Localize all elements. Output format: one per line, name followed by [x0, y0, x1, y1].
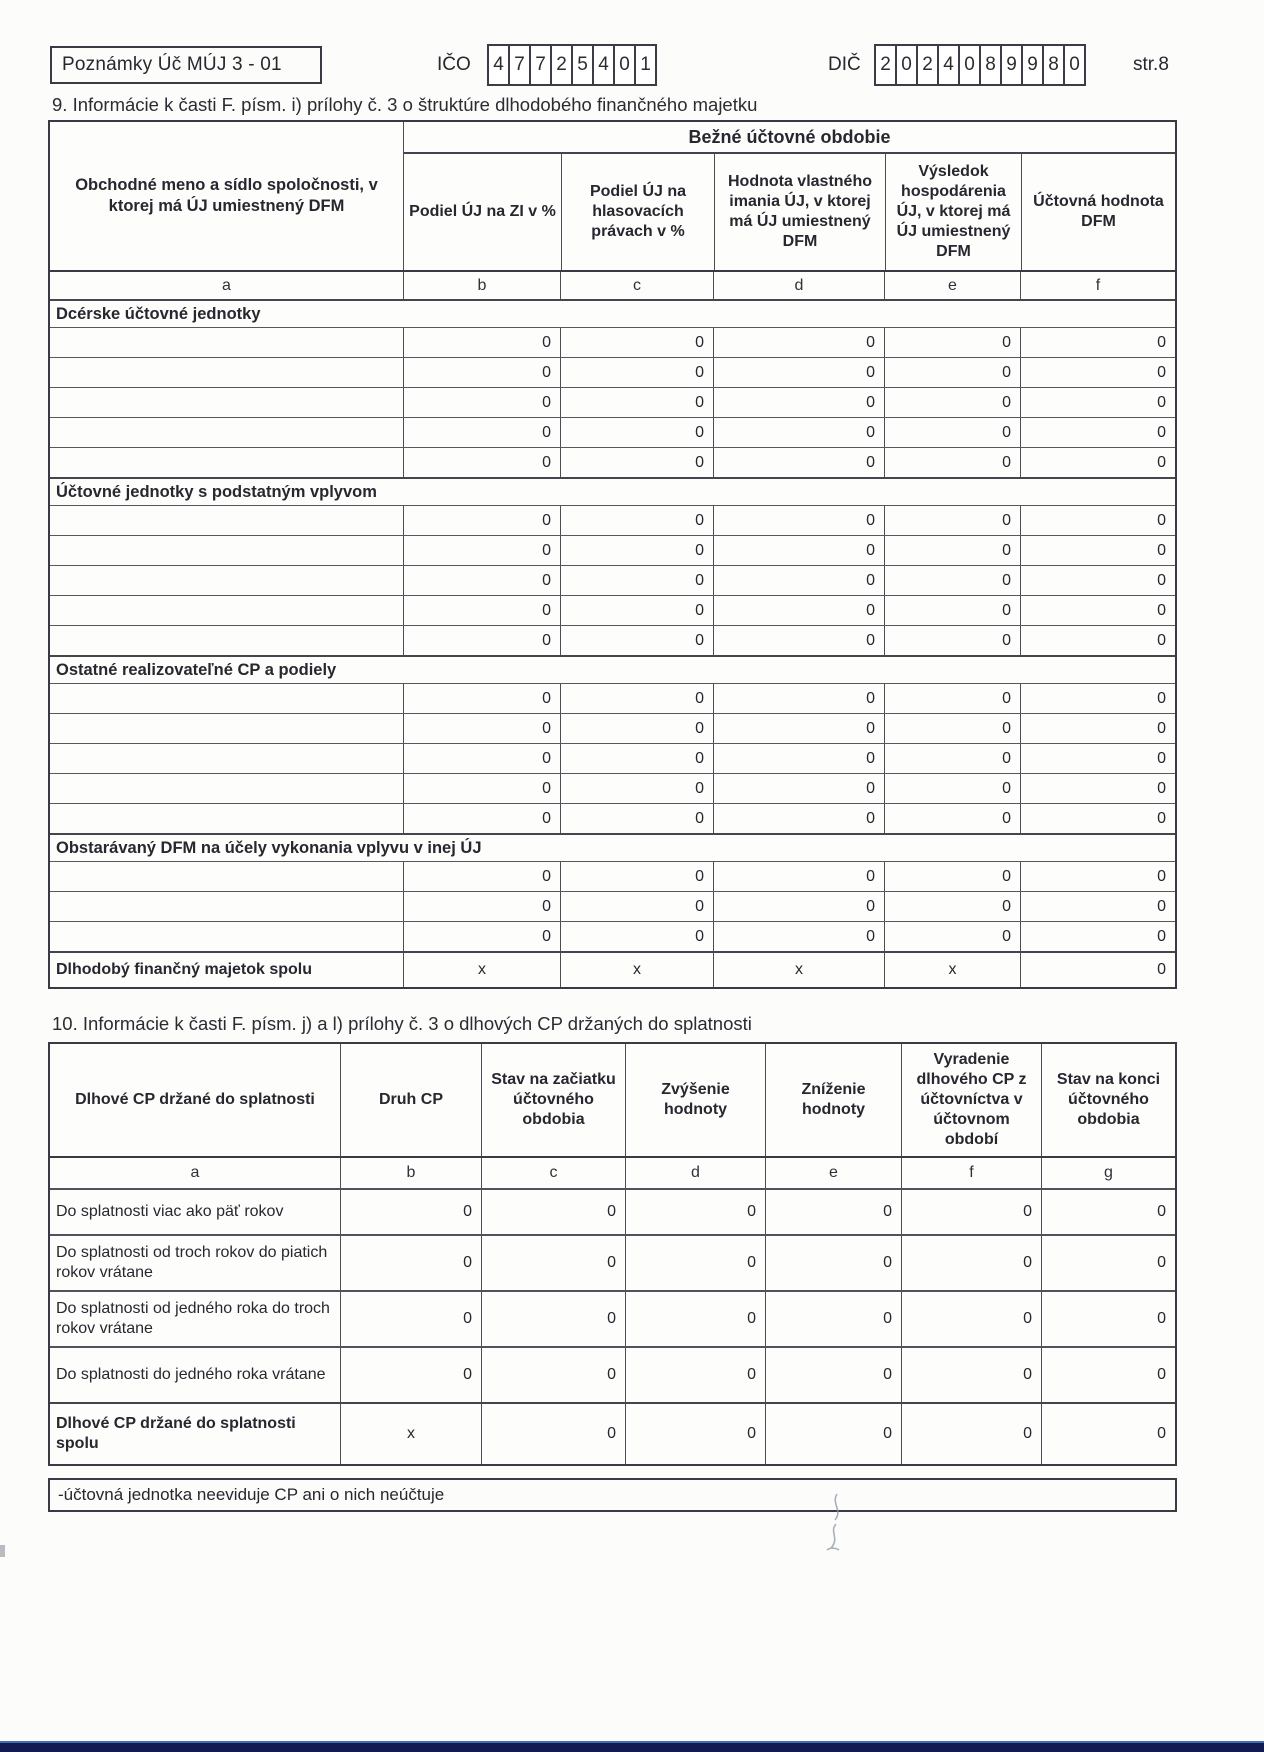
- company-name-cell: [50, 358, 403, 387]
- total-value-cell: x: [340, 1404, 481, 1464]
- company-name-cell: [50, 328, 403, 357]
- form-code-box: [50, 46, 322, 84]
- t10-col-header: Vyradenie dlhového CP z účtovníctva v účtovnom období: [901, 1044, 1041, 1156]
- value-cell: 0: [884, 892, 1020, 921]
- value-cell: 0: [765, 1190, 901, 1234]
- t9-section-row: [50, 655, 1175, 683]
- value-cell: 0: [713, 862, 884, 891]
- value-cell: 0: [1020, 596, 1175, 625]
- value-cell: 0: [403, 328, 560, 357]
- t10-letters-row: [50, 1158, 1175, 1188]
- value-cell: 0: [481, 1190, 625, 1234]
- value-cell: 0: [560, 418, 713, 447]
- row-label-cell: Do splatnosti viac ako päť rokov: [56, 1203, 284, 1220]
- value-cell: 0: [403, 566, 560, 595]
- value-cell: 0: [713, 714, 884, 743]
- value-cell: 0: [884, 596, 1020, 625]
- t9-section-row: [50, 299, 1175, 327]
- t9-data-row: [50, 683, 1175, 713]
- value-cell: 0: [1020, 862, 1175, 891]
- letter-cell: e: [765, 1158, 901, 1188]
- t9-data-row: [50, 417, 1175, 447]
- value-cell: 0: [901, 1236, 1041, 1290]
- letter-cell: e: [884, 272, 1020, 299]
- ico-digit-cell: 7: [508, 44, 531, 86]
- value-cell: 0: [884, 418, 1020, 447]
- value-cell: 0: [1041, 1348, 1175, 1402]
- value-cell: 0: [884, 328, 1020, 357]
- t9-letters-row: [50, 272, 1175, 299]
- value-cell: 0: [560, 506, 713, 535]
- dic-digit-cell: 9: [1000, 44, 1023, 86]
- total-value-cell: x: [403, 953, 560, 987]
- t9-col-header: Výsledok hospodárenia ÚJ, v ktorej má ÚJ umiestnený DFM: [885, 154, 1021, 270]
- ico-digit-boxes: [487, 44, 657, 86]
- t10-total-row: [50, 1402, 1175, 1464]
- ico-digit-cell: 7: [529, 44, 552, 86]
- dic-digit-cell: 0: [895, 44, 918, 86]
- value-cell: 0: [560, 922, 713, 951]
- letter-cell: b: [340, 1158, 481, 1188]
- t10-col-header: Dlhové CP držané do splatnosti: [75, 1091, 315, 1108]
- t9-data-row: [50, 773, 1175, 803]
- company-name-cell: [50, 566, 403, 595]
- t9-section-row: [50, 477, 1175, 505]
- value-cell: 0: [403, 714, 560, 743]
- total-value-cell: 0: [901, 1404, 1041, 1464]
- t10-data-row: [50, 1188, 1175, 1234]
- value-cell: 0: [481, 1348, 625, 1402]
- value-cell: 0: [884, 684, 1020, 713]
- value-cell: 0: [403, 774, 560, 803]
- value-cell: 0: [713, 922, 884, 951]
- t9-header-right: [403, 122, 1175, 270]
- value-cell: 0: [1020, 448, 1175, 477]
- total-value-cell: 0: [1041, 1404, 1175, 1464]
- scan-edge-line: [0, 1741, 1264, 1752]
- ico-digit-cell: 5: [571, 44, 594, 86]
- value-cell: 0: [560, 358, 713, 387]
- total-value-cell: 0: [765, 1404, 901, 1464]
- ico-digit-cell: 2: [550, 44, 573, 86]
- section10-title: 10. Informácie k časti F. písm. j) a l) prílohy č. 3 o dlhových CP držaných do splatnosti: [52, 1013, 752, 1034]
- t9-body: [50, 299, 1175, 987]
- value-cell: 0: [403, 744, 560, 773]
- t9-subcol-headers: [404, 154, 1175, 270]
- value-cell: 0: [1020, 744, 1175, 773]
- value-cell: 0: [765, 1348, 901, 1402]
- t10-col-header: Stav na začiatku účtovného obdobia: [481, 1044, 625, 1156]
- value-cell: 0: [1020, 388, 1175, 417]
- value-cell: 0: [625, 1236, 765, 1290]
- value-cell: 0: [340, 1236, 481, 1290]
- value-cell: 0: [1020, 922, 1175, 951]
- dic-digit-cell: 2: [874, 44, 897, 86]
- letter-cell: b: [403, 272, 560, 299]
- value-cell: 0: [403, 536, 560, 565]
- value-cell: 0: [403, 506, 560, 535]
- section-label: Obstarávaný DFM na účely vykonania vplyvu v inej ÚJ: [56, 838, 482, 857]
- dic-digit-cell: 0: [958, 44, 981, 86]
- letter-cell: d: [625, 1158, 765, 1188]
- value-cell: 0: [403, 596, 560, 625]
- total-value-cell: 0: [625, 1404, 765, 1464]
- footer-note-box: [48, 1478, 1177, 1512]
- value-cell: 0: [765, 1292, 901, 1346]
- ico-digit-cell: 0: [613, 44, 636, 86]
- value-cell: 0: [713, 626, 884, 655]
- value-cell: 0: [884, 626, 1020, 655]
- value-cell: 0: [403, 418, 560, 447]
- row-label-cell: Do splatnosti od troch rokov do piatich rokov vrátane: [56, 1244, 328, 1281]
- value-cell: 0: [1020, 774, 1175, 803]
- value-cell: 0: [625, 1348, 765, 1402]
- value-cell: 0: [713, 506, 884, 535]
- value-cell: 0: [560, 892, 713, 921]
- letter-cell: c: [560, 272, 713, 299]
- value-cell: 0: [560, 862, 713, 891]
- value-cell: 0: [403, 448, 560, 477]
- section9-title: 9. Informácie k časti F. písm. i) prílohy č. 3 o štruktúre dlhodobého finančného majetku: [52, 94, 758, 115]
- t10-data-row: [50, 1290, 1175, 1346]
- value-cell: 0: [340, 1190, 481, 1234]
- value-cell: 0: [713, 744, 884, 773]
- t9-total-row: [50, 951, 1175, 987]
- value-cell: 0: [403, 626, 560, 655]
- dic-digit-cell: 4: [937, 44, 960, 86]
- t9-data-row: [50, 595, 1175, 625]
- t9-company-col-header: Obchodné meno a sídlo spoločnosti, v ktorej má ÚJ umiestnený DFM: [75, 175, 378, 215]
- value-cell: 0: [765, 1236, 901, 1290]
- ico-digit-cell: 4: [592, 44, 615, 86]
- company-name-cell: [50, 804, 403, 833]
- value-cell: 0: [884, 506, 1020, 535]
- dic-digit-cell: 9: [1021, 44, 1044, 86]
- value-cell: 0: [403, 804, 560, 833]
- t9-col-header: Hodnota vlastného imania ÚJ, v ktorej má ÚJ umiestnený DFM: [714, 154, 885, 270]
- dic-digit-cell: 0: [1063, 44, 1086, 86]
- value-cell: 0: [403, 684, 560, 713]
- value-cell: 0: [1020, 566, 1175, 595]
- value-cell: 0: [560, 626, 713, 655]
- form-code-text: Poznámky Úč MÚJ 3 - 01: [62, 54, 282, 75]
- letter-cell: a: [190, 1164, 200, 1181]
- value-cell: 0: [560, 774, 713, 803]
- dic-label: DIČ: [828, 54, 861, 75]
- value-cell: 0: [713, 448, 884, 477]
- value-cell: 0: [560, 804, 713, 833]
- value-cell: 0: [1020, 626, 1175, 655]
- total-value-cell: x: [713, 953, 884, 987]
- page-number: str.8: [1133, 54, 1169, 75]
- total-value-cell: 0: [1020, 953, 1175, 987]
- value-cell: 0: [884, 388, 1020, 417]
- value-cell: 0: [884, 744, 1020, 773]
- value-cell: 0: [884, 358, 1020, 387]
- company-name-cell: [50, 506, 403, 535]
- value-cell: 0: [884, 536, 1020, 565]
- t9-col-header: Podiel ÚJ na hlasovacích právach v %: [561, 154, 714, 270]
- dic-digit-cell: 8: [1042, 44, 1065, 86]
- value-cell: 0: [884, 714, 1020, 743]
- t9-col-header: Účtovná hodnota DFM: [1021, 154, 1175, 270]
- value-cell: 0: [560, 448, 713, 477]
- value-cell: 0: [560, 536, 713, 565]
- t9-data-row: [50, 743, 1175, 773]
- value-cell: 0: [713, 418, 884, 447]
- value-cell: 0: [713, 328, 884, 357]
- value-cell: 0: [1020, 684, 1175, 713]
- ico-digit-cell: 4: [487, 44, 510, 86]
- table10-debt-securities: [48, 1042, 1177, 1466]
- value-cell: 0: [625, 1190, 765, 1234]
- value-cell: 0: [403, 892, 560, 921]
- value-cell: 0: [713, 536, 884, 565]
- value-cell: 0: [1020, 536, 1175, 565]
- value-cell: 0: [713, 358, 884, 387]
- t9-data-row: [50, 505, 1175, 535]
- company-name-cell: [50, 774, 403, 803]
- company-name-cell: [50, 388, 403, 417]
- value-cell: 0: [901, 1190, 1041, 1234]
- value-cell: 0: [884, 804, 1020, 833]
- letter-cell: a: [222, 276, 231, 294]
- t9-data-row: [50, 327, 1175, 357]
- t9-data-row: [50, 535, 1175, 565]
- value-cell: 0: [884, 566, 1020, 595]
- value-cell: 0: [1020, 714, 1175, 743]
- letter-cell: f: [1020, 272, 1175, 299]
- company-name-cell: [50, 744, 403, 773]
- t10-col-header: Druh CP: [340, 1044, 481, 1156]
- t9-data-row: [50, 891, 1175, 921]
- value-cell: 0: [560, 596, 713, 625]
- value-cell: 0: [403, 922, 560, 951]
- value-cell: 0: [713, 774, 884, 803]
- value-cell: 0: [403, 388, 560, 417]
- value-cell: 0: [560, 744, 713, 773]
- row-label-cell: Do splatnosti do jedného roka vrátane: [56, 1366, 326, 1383]
- value-cell: 0: [560, 714, 713, 743]
- value-cell: 0: [481, 1236, 625, 1290]
- value-cell: 0: [560, 328, 713, 357]
- value-cell: 0: [884, 448, 1020, 477]
- t9-data-row: [50, 357, 1175, 387]
- letter-cell: c: [481, 1158, 625, 1188]
- t10-header: [50, 1044, 1175, 1158]
- company-name-cell: [50, 922, 403, 951]
- row-label-cell: Do splatnosti od jedného roka do troch rokov vrátane: [56, 1300, 330, 1337]
- value-cell: 0: [713, 684, 884, 713]
- value-cell: 0: [481, 1292, 625, 1346]
- table9-dfm-structure: [48, 120, 1177, 989]
- t9-period-header: Bežné účtovné obdobie: [404, 122, 1175, 154]
- t9-header: [50, 122, 1175, 272]
- company-name-cell: [50, 892, 403, 921]
- company-name-cell: [50, 418, 403, 447]
- section-label: Ostatné realizovateľné CP a podiely: [56, 660, 337, 679]
- value-cell: 0: [901, 1292, 1041, 1346]
- t9-col-header: Podiel ÚJ na ZI v %: [409, 203, 556, 220]
- value-cell: 0: [625, 1292, 765, 1346]
- value-cell: 0: [1041, 1190, 1175, 1234]
- company-name-cell: [50, 626, 403, 655]
- value-cell: 0: [1020, 358, 1175, 387]
- t10-data-row: [50, 1234, 1175, 1290]
- t10-col-header: Stav na konci účtovného obdobia: [1041, 1044, 1175, 1156]
- section-label: Účtovné jednotky s podstatným vplyvom: [56, 482, 377, 501]
- footer-note-text: -účtovná jednotka neeviduje CP ani o nich neúčtuje: [58, 1485, 445, 1504]
- t9-data-row: [50, 447, 1175, 477]
- company-name-cell: [50, 596, 403, 625]
- t10-col-header: Zníženie hodnoty: [765, 1044, 901, 1156]
- total-value-cell: x: [884, 953, 1020, 987]
- t9-data-row: [50, 803, 1175, 833]
- company-name-cell: [50, 448, 403, 477]
- company-name-cell: [50, 536, 403, 565]
- value-cell: 0: [1041, 1236, 1175, 1290]
- value-cell: 0: [340, 1348, 481, 1402]
- t9-data-row: [50, 387, 1175, 417]
- total-value-cell: 0: [481, 1404, 625, 1464]
- pen-mark-artifact: [815, 1492, 853, 1556]
- value-cell: 0: [1020, 892, 1175, 921]
- dic-digit-cell: 8: [979, 44, 1002, 86]
- t10-col-header: Zvýšenie hodnoty: [625, 1044, 765, 1156]
- total-value-cell: x: [560, 953, 713, 987]
- value-cell: 0: [560, 684, 713, 713]
- value-cell: 0: [713, 892, 884, 921]
- t9-section-row: [50, 833, 1175, 861]
- t9-data-row: [50, 565, 1175, 595]
- value-cell: 0: [560, 388, 713, 417]
- ico-label: IČO: [437, 54, 471, 75]
- value-cell: 0: [560, 566, 713, 595]
- letter-cell: d: [713, 272, 884, 299]
- value-cell: 0: [340, 1292, 481, 1346]
- value-cell: 0: [713, 566, 884, 595]
- value-cell: 0: [713, 804, 884, 833]
- value-cell: 0: [1020, 506, 1175, 535]
- value-cell: 0: [713, 388, 884, 417]
- t9-data-row: [50, 625, 1175, 655]
- dic-digit-boxes: [874, 44, 1086, 86]
- value-cell: 0: [884, 862, 1020, 891]
- section-label: Dcérske účtovné jednotky: [56, 304, 261, 323]
- value-cell: 0: [1020, 418, 1175, 447]
- company-name-cell: [50, 862, 403, 891]
- total-label: Dlhodobý finančný majetok spolu: [56, 961, 313, 979]
- value-cell: 0: [901, 1348, 1041, 1402]
- t10-data-row: [50, 1346, 1175, 1402]
- total-label: Dlhové CP držané do splatnosti spolu: [56, 1415, 296, 1452]
- value-cell: 0: [403, 358, 560, 387]
- value-cell: 0: [1020, 328, 1175, 357]
- ico-digit-cell: 1: [634, 44, 657, 86]
- value-cell: 0: [884, 922, 1020, 951]
- value-cell: 0: [403, 862, 560, 891]
- company-name-cell: [50, 684, 403, 713]
- value-cell: 0: [1041, 1292, 1175, 1346]
- company-name-cell: [50, 714, 403, 743]
- letter-cell: f: [901, 1158, 1041, 1188]
- value-cell: 0: [713, 596, 884, 625]
- t9-data-row: [50, 861, 1175, 891]
- scan-blob-artifact: [0, 1545, 5, 1557]
- t9-data-row: [50, 713, 1175, 743]
- value-cell: 0: [1020, 804, 1175, 833]
- t9-data-row: [50, 921, 1175, 951]
- dic-digit-cell: 2: [916, 44, 939, 86]
- t10-body: [50, 1188, 1175, 1464]
- letter-cell: g: [1041, 1158, 1175, 1188]
- page-header: [0, 44, 1264, 86]
- value-cell: 0: [884, 774, 1020, 803]
